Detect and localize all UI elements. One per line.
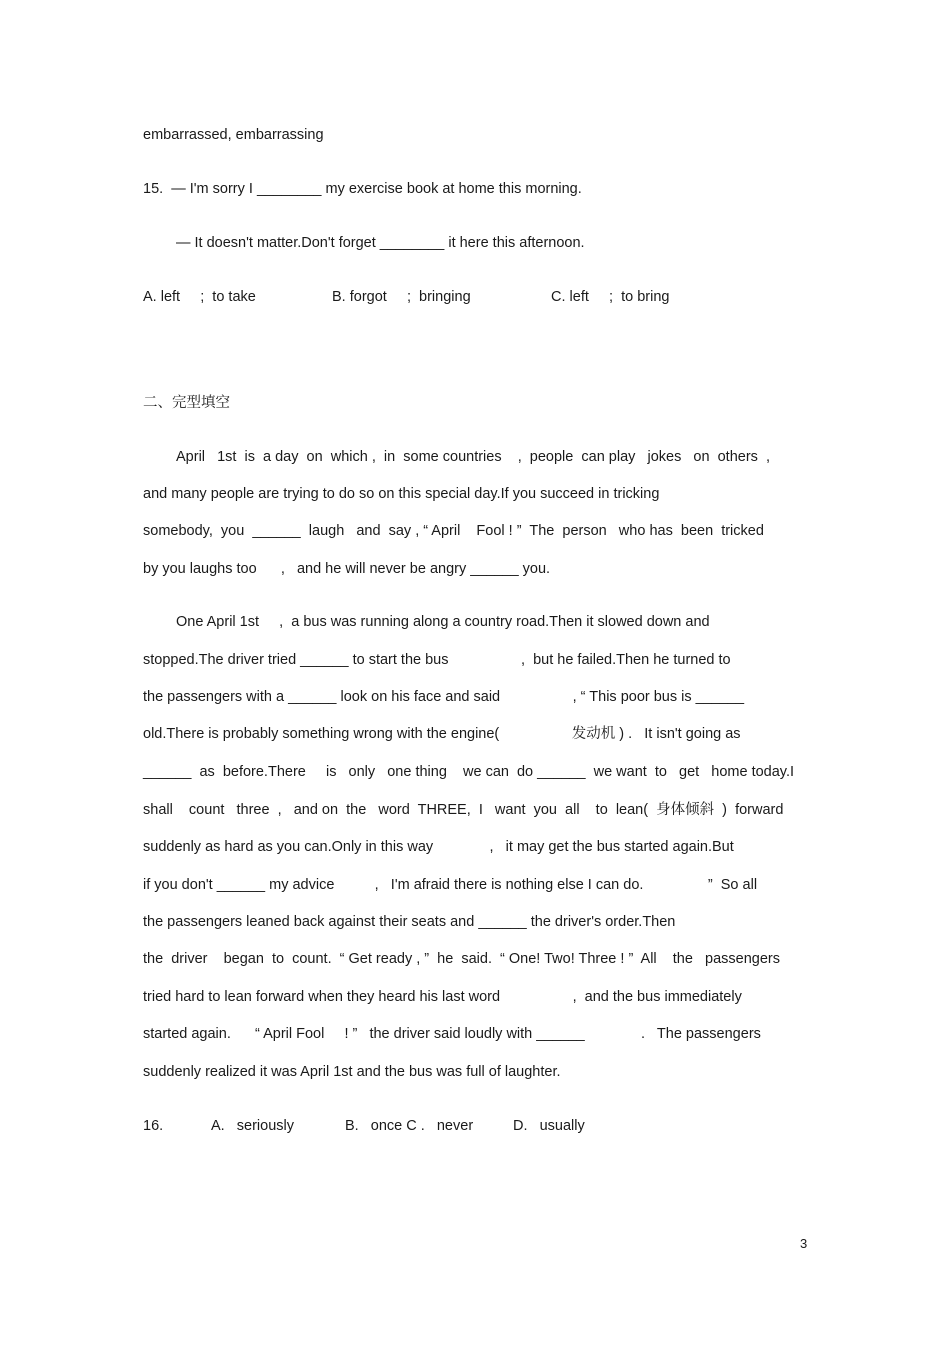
passage-line: suddenly as hard as you can.Only in this way , it may get the bus started again.But [143, 839, 734, 855]
q15-option-b: B. forgot ; bringing [332, 289, 471, 305]
passage-line: the passengers with a ______ look on his face and said , “ This poor bus is ______ [143, 689, 745, 705]
q15-stem: 15. — I'm sorry I ________ my exercise book at home this morning. [143, 181, 582, 197]
passage-line: One April 1st , a bus was running along a country road.Then it slowed down and [176, 614, 710, 630]
passage-line: if you don't ______ my advice , I'm afraid there is nothing else I can do. ” So all [143, 877, 758, 893]
passage-line: old.There is probably something wrong with the engine( 发动机 ) . It isn't going as [143, 726, 741, 742]
passage-line: stopped.The driver tried ______ to start the bus , but he failed.Then he turned to [143, 652, 731, 668]
q15-option-a: A. left ; to take [143, 289, 256, 305]
section-title: 二、完型填空 [143, 395, 230, 411]
passage-line: shall count three , and on the word THREE, I want you all to lean( 身体倾斜 ) forward [143, 802, 784, 818]
passage-line: started again. “ April Fool ! ” the driver said loudly with ______ . The passengers [143, 1026, 761, 1042]
passage-line: somebody, you ______ laugh and say , “ April Fool ! ” The person who has been tricked [143, 523, 764, 539]
page-number: 3 [800, 1236, 808, 1251]
q16-option-b-c: B. once C . never [345, 1118, 474, 1134]
passage-line: ______ as before.There is only one thing we can do ______ we want to get home today.I [143, 764, 795, 780]
passage-line: suddenly realized it was April 1st and the bus was full of laughter. [143, 1064, 561, 1080]
previous-answer: embarrassed, embarrassing [143, 127, 324, 143]
q16-option-a: A. seriously [211, 1118, 294, 1134]
q16-option-d: D. usually [513, 1118, 585, 1134]
passage-line: the passengers leaned back against their seats and ______ the driver's order.Then [143, 914, 676, 930]
passage-line: and many people are trying to do so on this special day.If you succeed in tricking [143, 486, 660, 502]
passage-line: April 1st is a day on which , in some countries , people can play jokes on others , [176, 449, 770, 465]
q16-number: 16. [143, 1118, 164, 1134]
passage-line: the driver began to count. “ Get ready , ” he said. “ One! Two! Three ! ” All the passengers [143, 951, 780, 967]
q15-option-c: C. left ; to bring [551, 289, 670, 305]
passage-line: tried hard to lean forward when they heard his last word , and the bus immediately [143, 989, 742, 1005]
passage-line: by you laughs too , and he will never be angry ______ you. [143, 561, 551, 577]
q15-reply: — It doesn't matter.Don't forget ________ it here this afternoon. [176, 235, 585, 251]
